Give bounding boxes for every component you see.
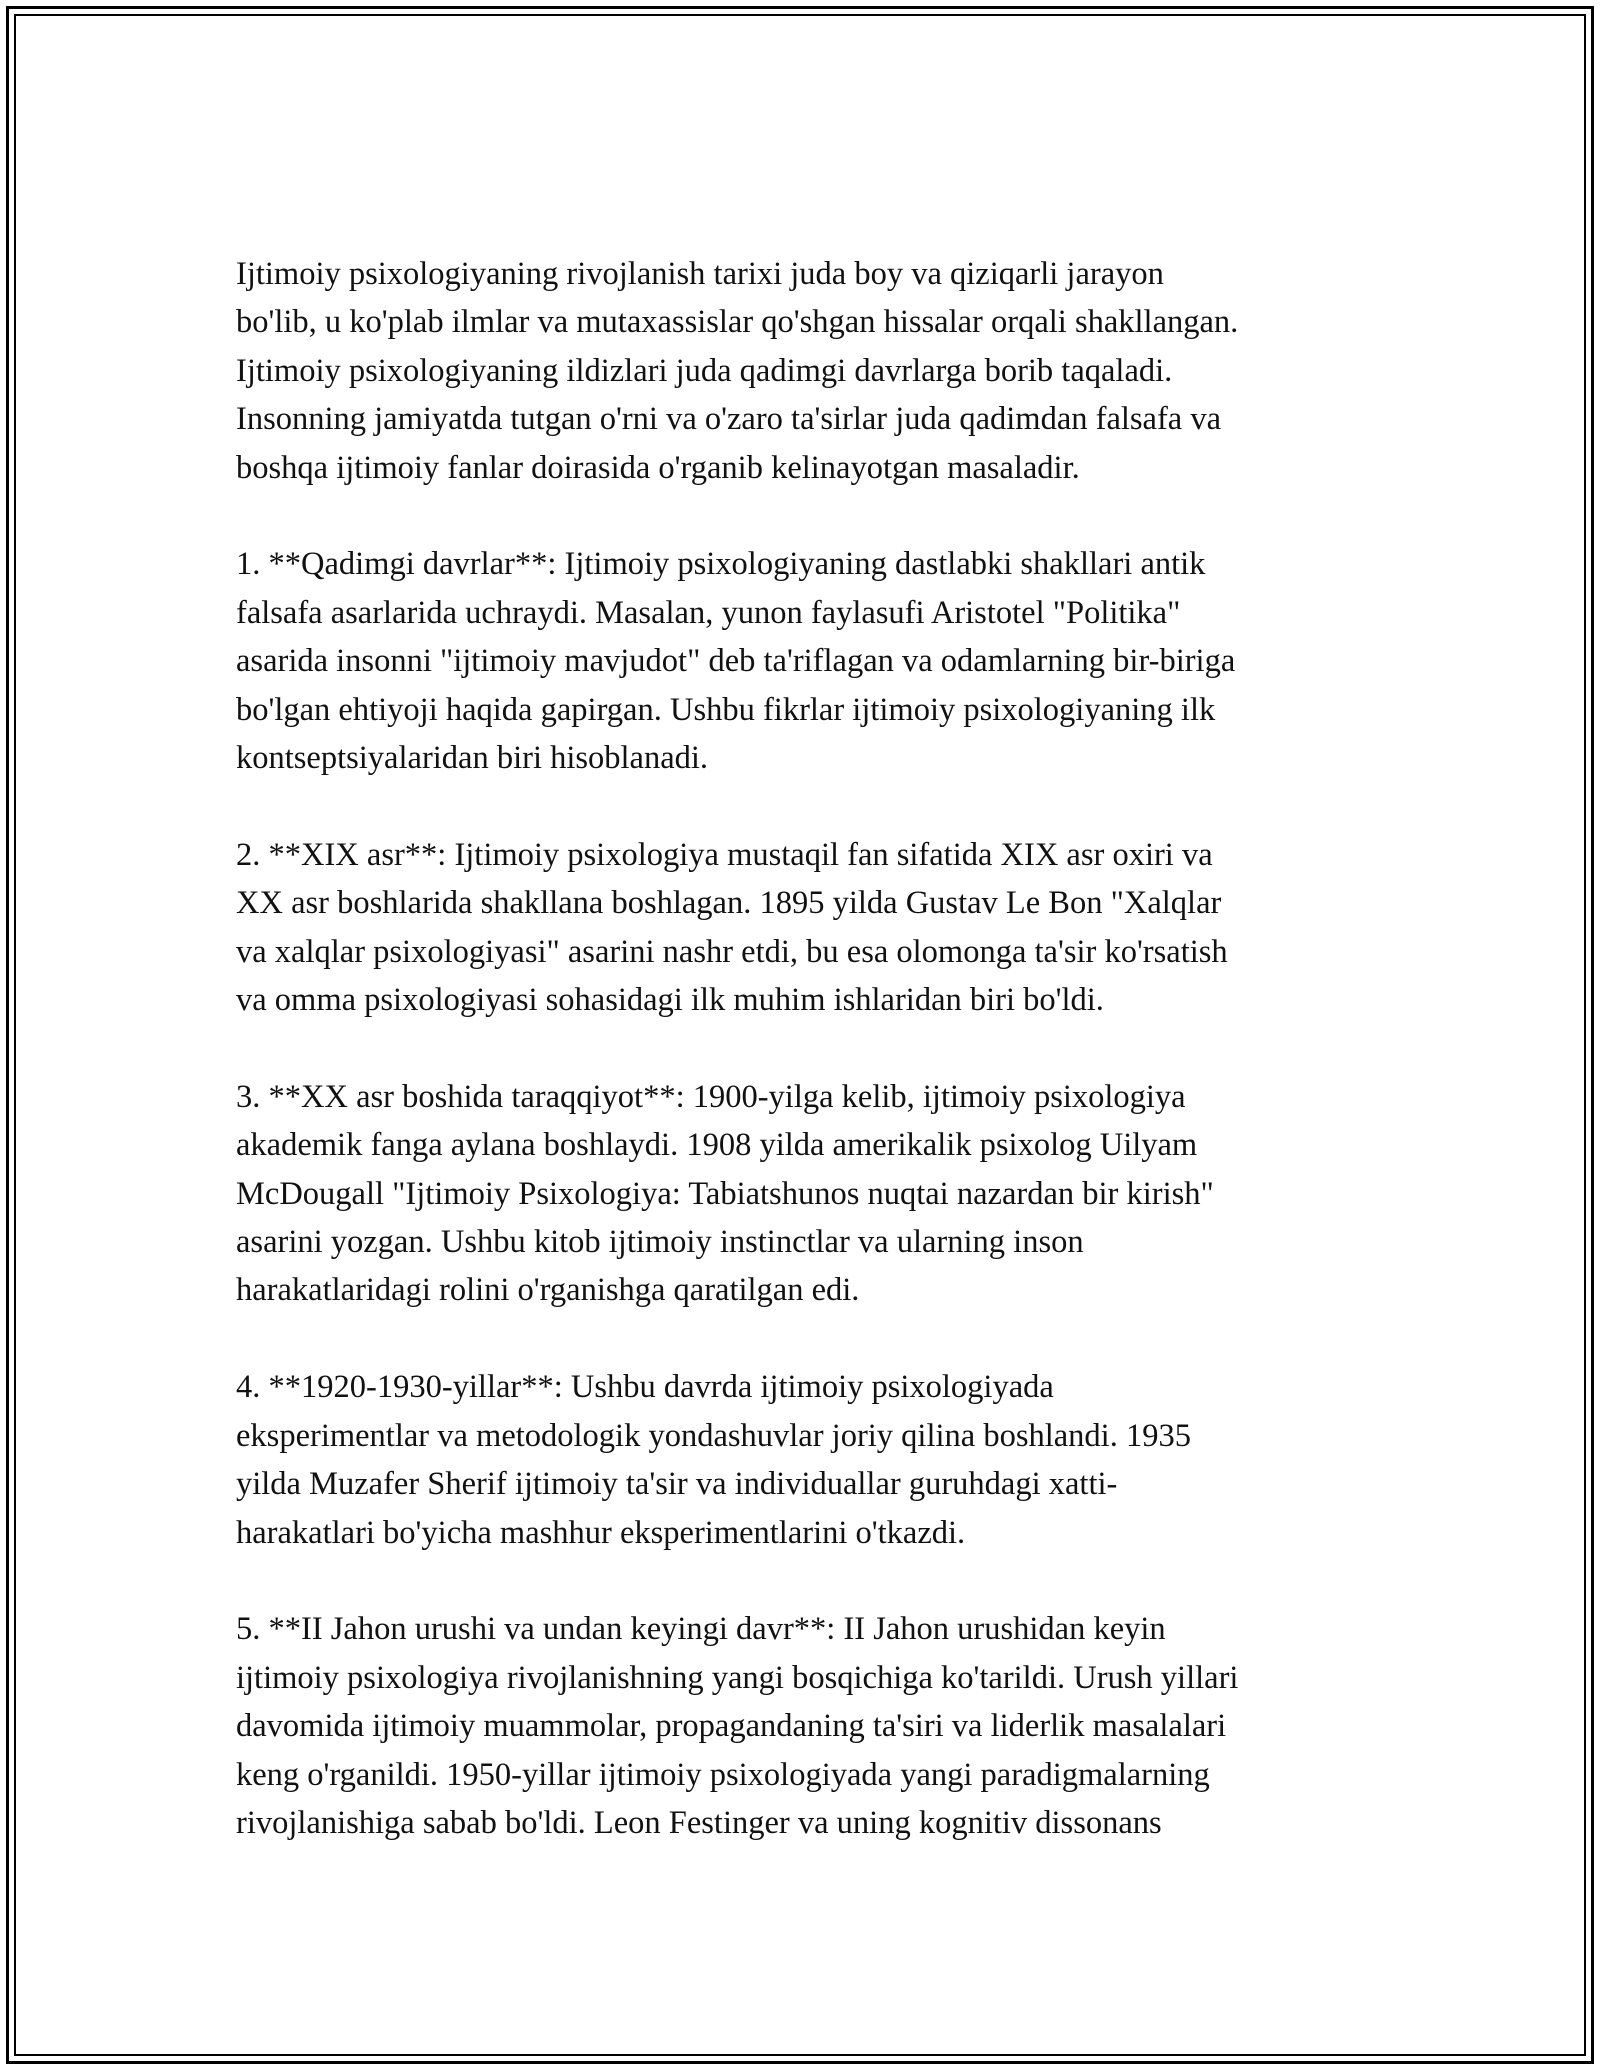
document-body [236,250,1386,1847]
list-item-19th-century: 2. **XIX asr**: Ijtimoiy psixologiya mustaqil fan sifatida XIX asr oxiri va XX asr boshlarida shakllana boshlagan. 1895 yilda Gustav Le Bon "Xalqlar va xalqlar psixologiyasi" asarini nashr etdi, bu esa olomonga ta'sir ko'rsatish va omma psixologiyasi sohasidagi ilk muhim ishlaridan biri bo'ldi. [236,836,1228,1019]
intro-paragraph: Ijtimoiy psixologiyaning rivojlanish tarixi juda boy va qiziqarli jarayon bo'lib, u ko'plab ilmlar va mutaxassislar qo'shgan hissalar orqali shakllangan. Ijtimoiy psixologiyaning ildizlari juda qadimgi davrlarga borib taqaladi. Insonning jamiyatda tutgan o'rni va o'zaro ta'sirlar juda qadimdan falsafa va boshqa ijtimoiy fanlar doirasida o'rganib kelinayotgan masaladir. [236,256,1239,486]
list-item-early-20th-century: 3. **XX asr boshida taraqqiyot**: 1900-yilga kelib, ijtimoiy psixologiya akademik fanga aylana boshlaydi. 1908 yilda amerikalik psixolog Uilyam McDougall "Ijtimoiy Psixologiya: Tabiatshunos nuqtai nazardan bir kirish" asarini yozgan. Ushbu kitob ijtimoiy instinctlar va ularning inson harakatlaridagi rolini o'rganishga qaratilgan edi. [236,1078,1214,1309]
list-item-ancient-period: 1. **Qadimgi davrlar**: Ijtimoiy psixologiyaning dastlabki shakllari antik falsafa asarlarida uchraydi. Masalan, yunon faylasufi Aristotel "Politika" asarida insonni "ijtimoiy mavjudot" deb ta'riflagan va odamlarning bir-biriga bo'lgan ehtiyoji haqida gapirgan. Ushbu fikrlar ijtimoiy psixologiyaning ilk kontseptsiyalaridan biri hisoblanadi. [236,546,1236,777]
list-item-1920-1930s: 4. **1920-1930-yillar**: Ushbu davrda ijtimoiy psixologiyada eksperimentlar va metodologik yondashuvlar joriy qilina boshlandi. 1935 yilda Muzafer Sherif ijtimoiy ta'sir va individuallar guruhdagi xatti- harakatlari bo'yicha mashhur eksperimentlarini o'tkazdi. [236,1369,1191,1551]
list-item-post-war-period: 5. **II Jahon urushi va undan keyingi davr**: II Jahon urushidan keyin ijtimoiy psixologiya rivojlanishning yangi bosqichiga ko'tarildi. Urush yillari davomida ijtimoiy muammolar, propagandaning ta'siri va liderlik masalalari keng o'rganildi. 1950-yillar ijtimoiy psixologiyada yangi paradigmalarning rivojlanishiga sabab bo'ldi. Leon Festinger va uning kognitiv dissonans [236,1611,1239,1841]
